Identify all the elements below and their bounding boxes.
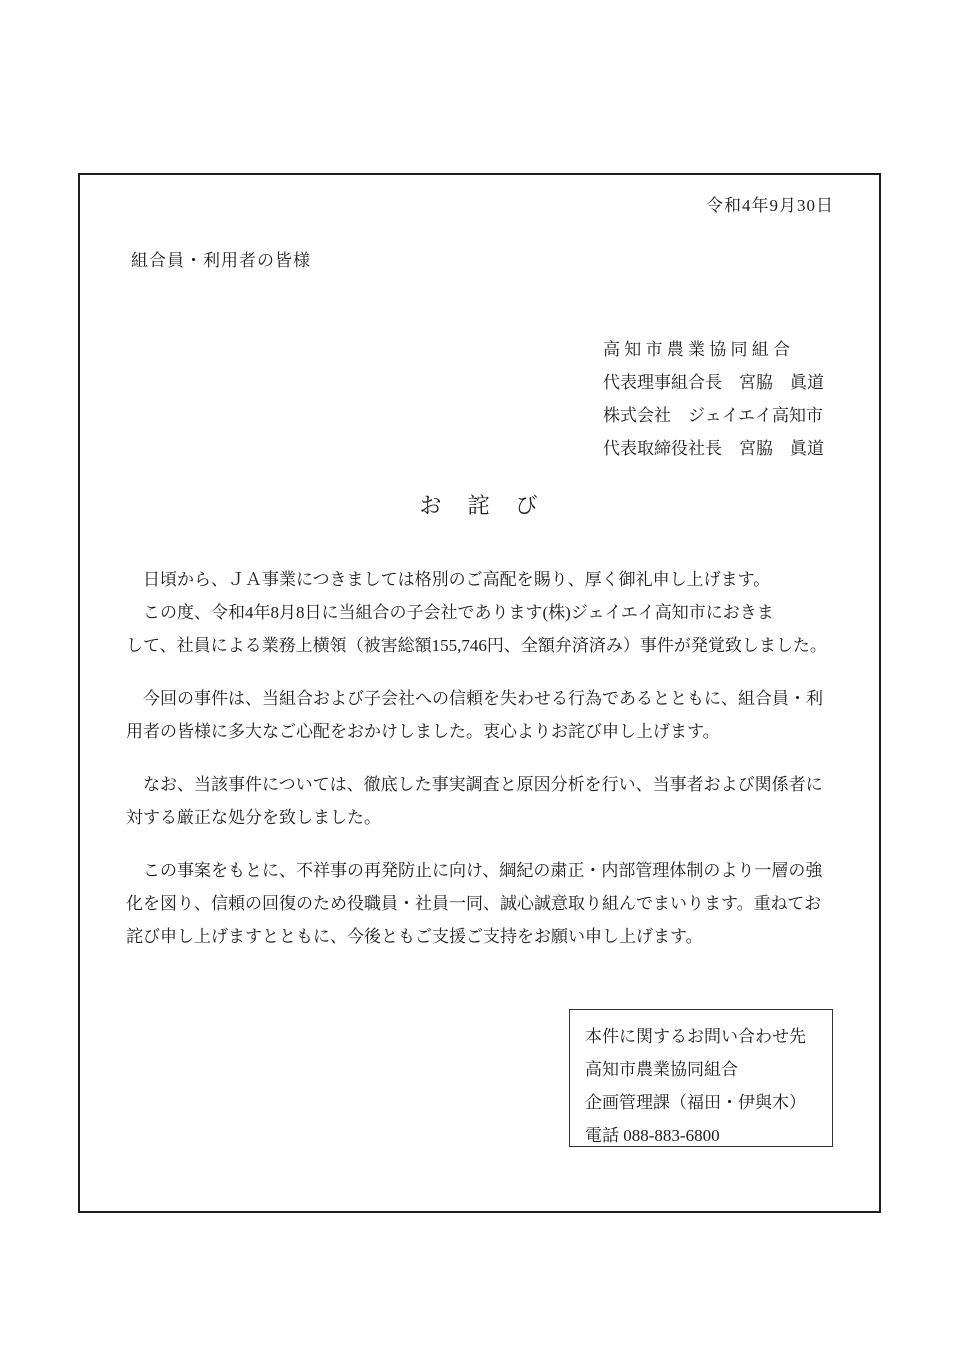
- letter-body: [126, 563, 868, 953]
- contact-box: [569, 1009, 833, 1147]
- paragraph-line: この度、令和4年8月8日に当組合の子会社であります(株)ジェイエイ高知市におきま: [126, 603, 774, 622]
- letter-title: お 詫 び: [419, 493, 540, 518]
- letter-date: 令和4年9月30日: [706, 196, 834, 215]
- paragraph-line: 対する厳正な処分を致しました。: [126, 808, 381, 827]
- contact-department: 企画管理課（福田・伊與木）: [585, 1093, 806, 1112]
- paragraph-greeting: [126, 563, 868, 662]
- paragraph-line: 今回の事件は、当組合および子会社への信頼を失わせる行為であるとともに、組合員・利: [126, 689, 823, 708]
- paragraph-line: 用者の皆様に多大なご心配をおかけしました。衷心よりお詫び申し上げます。: [126, 722, 720, 741]
- paragraph-line: なお、当該事件については、徹底した事実調査と原因分析を行い、当事者および関係者に: [126, 775, 823, 794]
- paragraph-line: この事案をもとに、不祥事の再発防止に向け、綱紀の粛正・内部管理体制のより一層の強: [126, 861, 823, 880]
- paragraph-line: 詫び申し上げますとともに、今後ともご支援ご支持をお願い申し上げます。: [126, 927, 703, 946]
- contact-heading: 本件に関するお問い合わせ先: [585, 1027, 806, 1046]
- paragraph-investigation: [126, 768, 868, 834]
- sender-org-1: 高 知 市 農 業 協 同 組 合: [603, 340, 790, 359]
- sender-role-1: 代表理事組合長 宮脇 眞道: [603, 373, 824, 392]
- paragraph-line: して、社員による業務上横領（被害総額155,746円、全額弁済済み）事件が発覚致しました。: [126, 636, 827, 655]
- paragraph-line: 化を図り、信頼の回復のため役職員・社員一同、誠心誠意取り組んでまいります。重ねてお: [126, 894, 822, 913]
- paragraph-line: 日頃から、ＪＡ事業につきましては格別のご高配を賜り、厚く御礼申し上げます。: [126, 570, 771, 589]
- sender-org-2: 株式会社 ジェイエイ高知市: [603, 406, 823, 425]
- contact-phone: 電話 088-883-6800: [585, 1126, 720, 1145]
- paragraph-prevention: [126, 854, 868, 953]
- sender-role-2: 代表取締役社長 宮脇 眞道: [603, 439, 824, 458]
- contact-org: 高知市農業協同組合: [585, 1060, 738, 1079]
- sender-block: [603, 333, 824, 465]
- letter-frame: [78, 173, 881, 1213]
- paragraph-apology: [126, 682, 868, 748]
- addressee: 組合員・利用者の皆様: [131, 251, 311, 270]
